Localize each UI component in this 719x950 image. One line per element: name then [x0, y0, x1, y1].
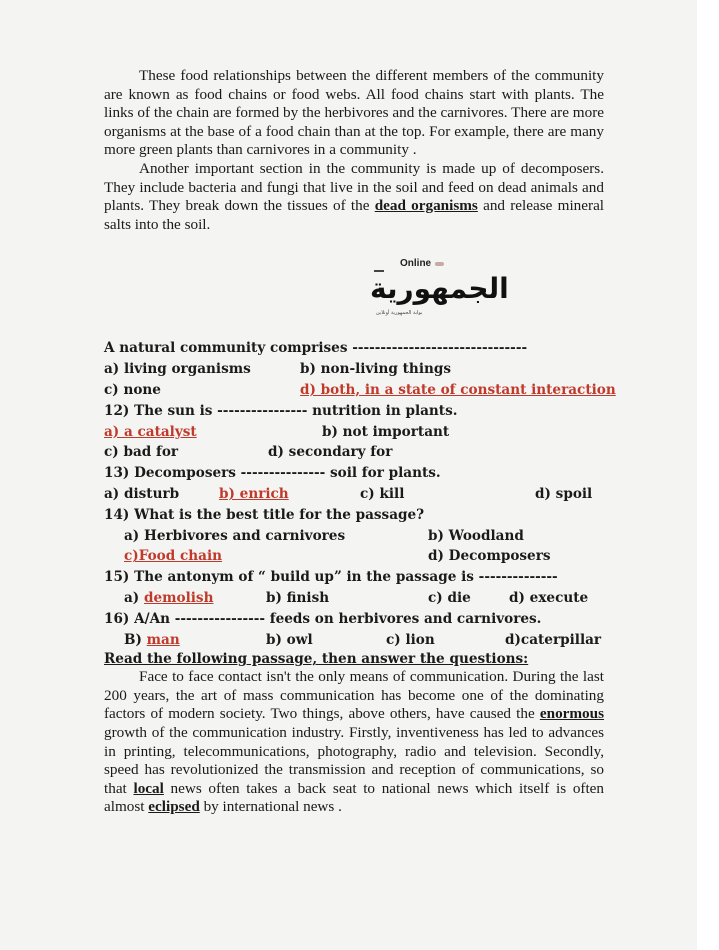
question-15-stem — [104, 567, 604, 588]
paragraph-2-text: Another important section in the community is made up of decomposers. They include bacteria and fungi that live in the soil and feed on dead animals and plants. They break down the tissues of the — [104, 159, 604, 215]
option-15c[interactable]: c) die — [428, 589, 471, 606]
question-block — [104, 338, 616, 650]
option-16d[interactable]: d)caterpillar — [505, 631, 602, 648]
question-16-stem — [104, 609, 604, 630]
option-13c[interactable]: c) kill — [360, 485, 405, 502]
logo-online-text: Online — [400, 258, 444, 269]
option-16a-prefix: B) — [124, 631, 142, 648]
option-13b-answer[interactable]: b) enrich — [219, 485, 289, 502]
passage-1 — [104, 67, 604, 234]
question-16-options — [104, 630, 604, 651]
passage-2-text-2: growth of the communication industry. Firstly, inventiveness has led to advances in printing, telecommunications, photography, radio and television. Secondly, speed has revolutionized the transmission and reception of communications, so that — [104, 724, 604, 797]
option-16b[interactable]: b) owl — [266, 631, 313, 648]
question-15-options — [104, 588, 604, 609]
underlined-enormous: enormous — [539, 705, 604, 723]
question-12-stem — [104, 401, 604, 422]
underlined-eclipsed: eclipsed — [148, 798, 200, 816]
right-margin — [697, 0, 719, 950]
option-15d[interactable]: d) execute — [509, 589, 589, 606]
underlined-local: local — [133, 779, 164, 797]
question-11-options-row-1 — [104, 359, 604, 380]
option-16c[interactable]: c) lion — [386, 631, 435, 648]
question-11-stem — [104, 338, 604, 359]
read-passage-heading: Read the following passage, then answer the questions: — [104, 651, 529, 668]
option-12a-answer[interactable]: a) a catalyst — [104, 423, 197, 440]
question-12-options-row-2 — [104, 442, 604, 463]
option-11b[interactable]: b) non-living things — [300, 361, 452, 378]
question-14-options-row-2 — [104, 546, 604, 567]
page-content — [104, 67, 616, 817]
question-14-stem — [104, 505, 604, 526]
option-12c[interactable]: c) bad for — [104, 444, 179, 461]
option-12b[interactable]: b) not important — [322, 423, 450, 440]
newspaper-logo — [104, 258, 604, 328]
option-14a[interactable]: a) Herbivores and carnivores — [124, 527, 346, 544]
option-13d[interactable]: d) spoil — [535, 485, 593, 502]
option-15a-prefix: a) — [124, 589, 140, 606]
option-15a-answer: demolish — [143, 589, 214, 606]
question-16-text: 16) A/An ---------------- feeds on herbivores and carnivores. — [104, 610, 542, 627]
question-12-text: 12) The sun is ---------------- nutrition in plants. — [104, 402, 458, 419]
question-11-options-row-2 — [104, 380, 616, 401]
passage-2-text-3: news often takes a back seat to national news which itself is often almost — [104, 779, 605, 816]
question-13-stem — [104, 463, 604, 484]
question-12-options-row-1 — [104, 422, 604, 443]
logo-tagline: بوابة الجمهورية أونلاين — [376, 310, 423, 317]
question-13-text: 13) Decomposers --------------- soil for plants. — [104, 465, 441, 482]
question-13-options — [104, 484, 604, 505]
option-13a[interactable]: a) disturb — [104, 485, 180, 502]
passage-1-paragraph-1: These food relationships between the different members of the community are known as food chains or food webs. All food chains start with plants. The links of the chain are formed by the herbivores and the carnivores. There are more organisms at the base of a food chain than at the top. For example, there are many more green plants than carnivores in a community . — [104, 67, 604, 159]
question-11-text: A natural community comprises ------------------------------- — [104, 340, 528, 357]
question-14-text: 14) What is the best title for the passage? — [104, 506, 425, 523]
question-15-text: 15) The antonym of “ build up” in the passage is -------------- — [104, 569, 558, 586]
underlined-dead-organisms: dead organisms — [374, 197, 478, 215]
option-11c[interactable]: c) none — [104, 381, 161, 398]
paragraph-2-text-end: and release mineral salts into the soil. — [104, 197, 605, 233]
option-12d[interactable]: d) secondary for — [268, 444, 393, 461]
passage-2-text-4: by international news . — [203, 798, 342, 816]
option-16a-answer: man — [146, 631, 180, 648]
option-14d[interactable]: d) Decomposers — [428, 548, 551, 565]
question-14-options-row-1 — [104, 526, 604, 547]
logo-arabic-title: الجمهورية — [370, 272, 509, 306]
passage-2-paragraph — [104, 668, 604, 817]
passage-2 — [104, 668, 604, 817]
option-15a[interactable] — [124, 588, 213, 609]
option-14c-answer[interactable]: c)Food chain — [124, 548, 223, 565]
option-11d-answer[interactable]: d) both, in a state of constant interaction — [300, 381, 616, 398]
option-16a[interactable] — [124, 630, 180, 651]
passage-1-paragraph-2 — [104, 160, 604, 234]
option-15b[interactable]: b) finish — [266, 589, 330, 606]
option-14b[interactable]: b) Woodland — [428, 527, 524, 544]
passage-2-text-1: Face to face contact isn't the only means of communication. During the last 200 years, the art of mass communication has become one of the dominating factors of modern society. Two things, above others, have caused the — [104, 668, 604, 723]
option-11a[interactable]: a) living organisms — [104, 361, 251, 378]
